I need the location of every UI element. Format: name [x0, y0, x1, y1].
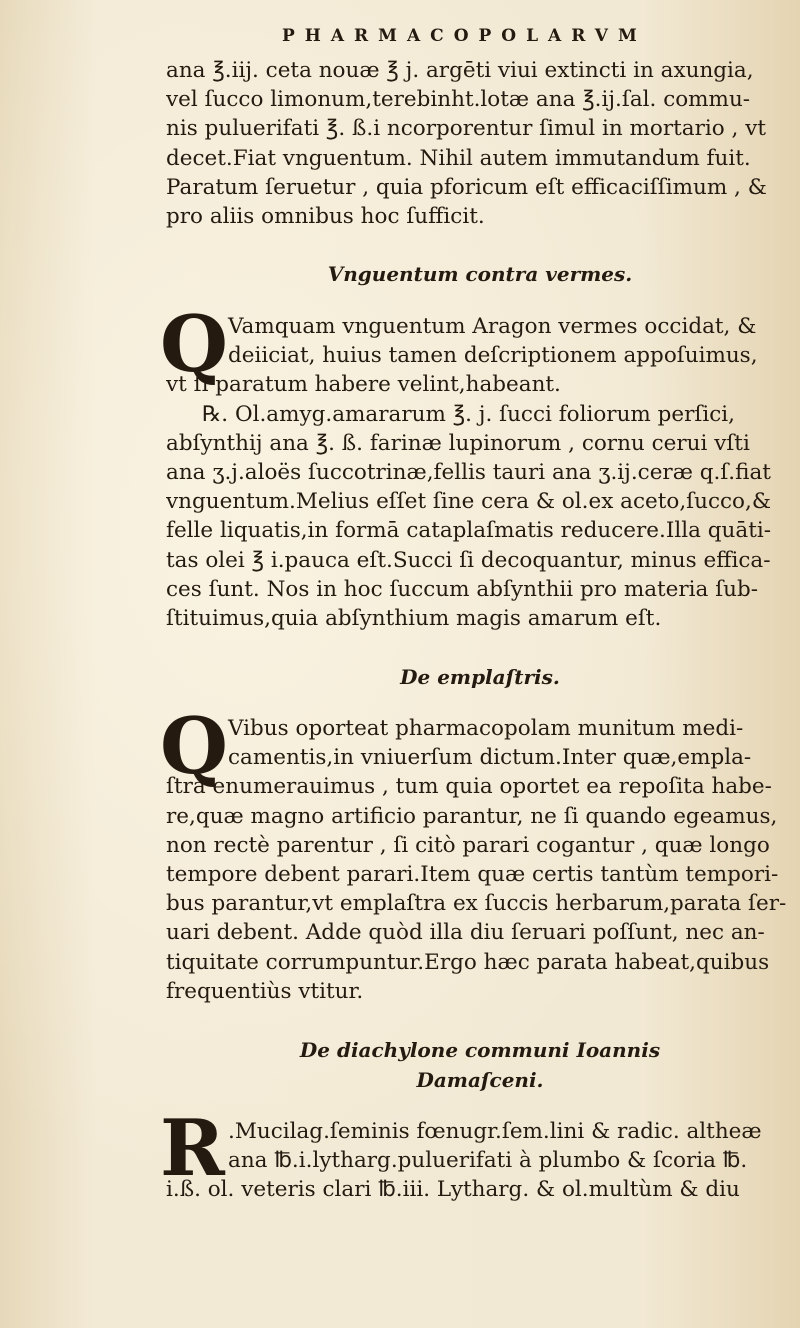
text-line: Paratum ſeruetur , quia pforicum eſt efficaciſſimum , & [166, 174, 767, 200]
text-line: ſtituimus,quia abſynthium magis amarum eſt. [166, 606, 662, 632]
drop-capital: Q [160, 701, 228, 792]
text-line: deiiciat, huius tamen deſcriptionem appoſuimus, [228, 343, 758, 369]
text-line: felle liquatis,in formā cataplaſmatis reducere.Illa quāti- [166, 518, 771, 544]
paragraph-vermes [166, 312, 794, 633]
text-line: Vibus oporteat pharmacopolam munitum medi- [228, 716, 744, 741]
text-line: tempore debent parari.Item quæ certis tantùm tempori- [166, 862, 779, 888]
running-head: PHARMACOPOLARVM [282, 26, 647, 46]
text-line: ces ſunt. Nos in hoc ſuccum abſynthii pro materia ſub- [166, 576, 759, 602]
section-heading: De diachylone communi Ioannis [299, 1038, 661, 1062]
paragraph-emplastra [166, 714, 794, 1006]
text-line: frequentiùs vtitur. [166, 978, 364, 1004]
text-line: non rectè parentur , ſi citò parari cogantur , quæ longo [166, 832, 770, 858]
text-line: ſtra enumerauimus , tum quia oportet ea repoſita habe- [166, 774, 772, 800]
text-line: ℞. Ol.amyg.amararum ℥. j. ſucci foliorum perſici, [202, 401, 736, 427]
paragraph-ointment-end [166, 56, 794, 231]
text-line: re,quæ magno artificio parantur, ne ſi quando egeamus, [166, 803, 778, 829]
text-line: ana ℥.iij. ceta nouæ ℥ j. argēti viui extincti in axungia, [166, 58, 754, 83]
text-line: vnguentum.Melius eſſet ſine cera & ol.ex aceto,ſucco,& [166, 489, 771, 515]
text-line: tiquitate corrumpuntur.Ergo hæc parata habeat,quibus [166, 949, 770, 975]
text-line: .Mucilag.ſeminis fœnugr.ſem.lini & radic. altheæ [228, 1119, 762, 1144]
text-line: abſynthij ana ℥. ß. farinæ lupinorum , cornu cerui vſti [166, 430, 750, 456]
text-line: pro aliis omnibus hoc ſufficit. [166, 204, 485, 230]
text-line: vt ſi paratum habere velint,habeant. [166, 372, 561, 398]
text-line: vel ſucco limonum,terebinht.lotæ ana ℥.ij.ſal. commu- [166, 87, 751, 113]
text-line: ana ℔.i.lytharg.puluerifati à plumbo & ſcoria ℔. [228, 1148, 748, 1174]
text-line: Vamquam vnguentum Aragon vermes occidat, & [228, 314, 757, 339]
text-line: nis puluerifati ℥. ß.i ncorporentur ſimul in mortario , vt [166, 116, 766, 142]
section-heading: Vnguentum contra vermes. [327, 262, 633, 286]
drop-capital: R [160, 1103, 225, 1194]
section-heading: De emplaſtris. [400, 665, 560, 689]
paragraph-diachylon [166, 1117, 794, 1205]
text-line: bus parantur,vt emplaſtra ex ſuccis herbarum,parata ſer- [166, 891, 787, 917]
text-line: ana ʒ.j.aloës ſuccotrinæ,fellis tauri ana ʒ.ij.ceræ q.ſ.fiat [166, 460, 771, 486]
text-line: tas olei ℥ i.pauca eſt.Succi ſi decoquantur, minus effica- [166, 547, 771, 573]
text-line: i.ß. ol. veteris clari ℔.iii. Lytharg. & ol.multùm & diu [166, 1177, 740, 1203]
text-line: camentis,in vniuerſum dictum.Inter quæ,empla- [228, 745, 752, 771]
text-line: uari debent. Adde quòd illa diu ſeruari poſſunt, nec an- [166, 920, 765, 946]
section-heading-continued: Damaſceni. [416, 1068, 544, 1092]
text-line: decet.Fiat vnguentum. Nihil autem immutandum fuit. [166, 145, 751, 171]
drop-capital: Q [160, 299, 228, 390]
